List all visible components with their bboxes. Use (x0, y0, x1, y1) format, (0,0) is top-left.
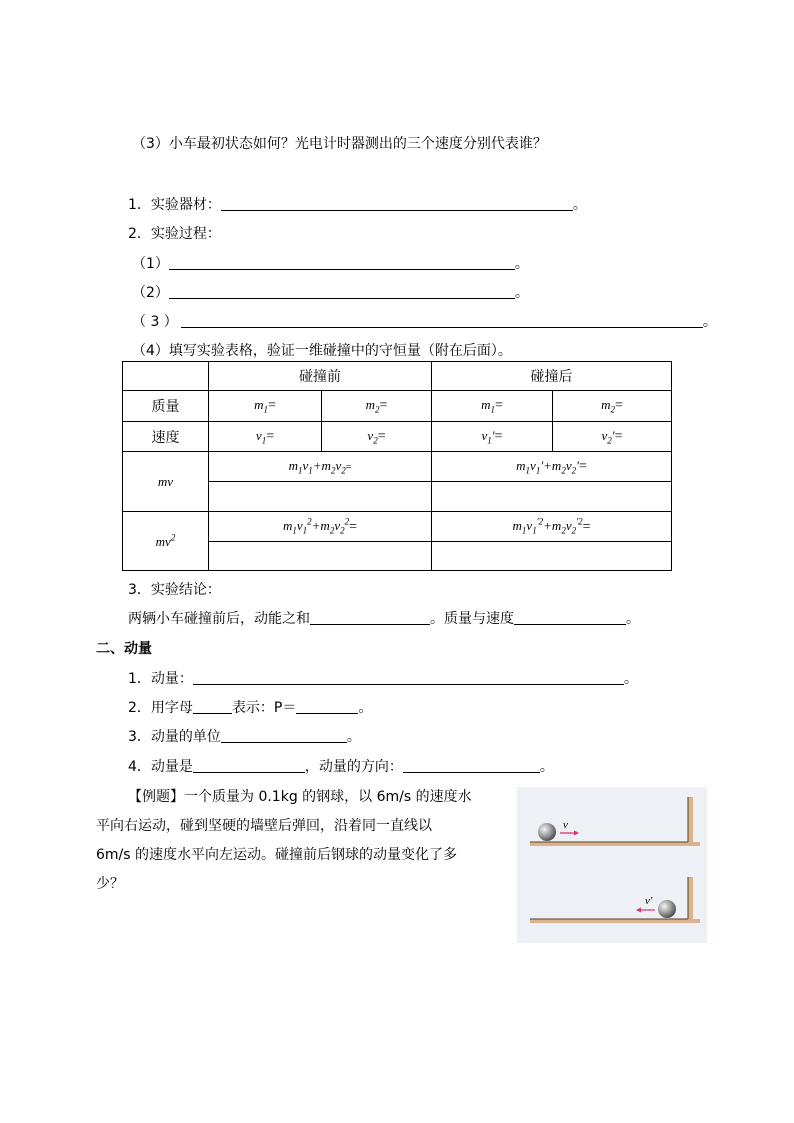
v2-before-cell[interactable]: $v_2=$ (322, 422, 432, 452)
sub-step-3-label: （ 3 ） (132, 314, 178, 330)
sub-step-4: （4）填写实验表格，验证一维碰撞中的守恒量（附在后面）。 (132, 343, 512, 359)
ball-before-icon (538, 823, 556, 841)
sub-step-3 (132, 312, 717, 332)
energy-before-answer[interactable] (209, 542, 432, 571)
step-1-equipment (128, 195, 587, 215)
table-header-row (123, 362, 672, 391)
question-3: （3）小车最初状态如何？光电计时器测出的三个速度分别代表谁？ (132, 136, 547, 152)
sub-step-1 (132, 254, 529, 274)
step-2-label: 2．实验过程： (128, 226, 221, 242)
collision-figure (517, 787, 707, 943)
momentum-unit-end: 。 (346, 729, 361, 745)
momentum-nature-label: 4．动量是 (128, 759, 193, 775)
momentum-before-formula: $m_1v_1+m_2v_2=$ (209, 452, 432, 482)
sub-step-1-end: 。 (514, 256, 529, 272)
sub-step-1-label: （1） (132, 256, 169, 272)
speed-label: 速度 (123, 422, 209, 452)
experiment-table (122, 361, 672, 571)
after-collision-header: 碰撞后 (432, 362, 672, 391)
m2-after-cell[interactable]: $m_2=$ (553, 391, 672, 422)
momentum-after-answer[interactable] (432, 482, 672, 512)
sub-step-1-blank[interactable] (169, 254, 515, 270)
m1-before-cell[interactable]: $m_1=$ (209, 391, 322, 422)
top-scene (530, 797, 700, 846)
top-floor (530, 842, 700, 846)
example-line-4: 少？ (96, 876, 124, 892)
sub-step-3-end: 。 (702, 314, 717, 330)
velocity-prime-label: v′ (645, 895, 653, 907)
table-corner-cell (123, 362, 209, 391)
wall-ball-diagram (517, 787, 707, 943)
energy-after-formula: $m_1v_1^{'2}+m_2v_2^{'2}=$ (432, 512, 672, 542)
sub-step-2-label: （2） (132, 285, 169, 301)
example-text-1: 一个质量为 0.1kg 的钢球，以 6m/s 的速度水 (184, 789, 472, 805)
unit-blank[interactable] (221, 727, 347, 743)
mv-label: mv (123, 452, 209, 512)
momentum-symbol-line (128, 698, 372, 718)
section-2-heading: 二、动量 (96, 641, 152, 657)
energy-before-formula: $m_1v_1^2+m_2v_2^2=$ (209, 512, 432, 542)
momentum-symbol-text-b: 表示：P＝ (231, 700, 297, 716)
conclusion-text-c: 。 (626, 611, 640, 627)
velocity-label: v (563, 819, 568, 831)
sub-step-2-blank[interactable] (169, 283, 515, 299)
bottom-scene (530, 877, 700, 923)
momentum-conclusion-blank[interactable] (514, 609, 626, 625)
formula-blank[interactable] (296, 698, 358, 714)
quantity-type-blank[interactable] (193, 757, 305, 773)
mass-row (123, 391, 672, 422)
v1-after-cell[interactable]: $v_1'=$ (432, 422, 553, 452)
momentum-definition (128, 669, 638, 689)
momentum-symbol-text-a: 2．用字母 (128, 700, 193, 716)
ball-after-icon (658, 900, 676, 918)
direction-blank[interactable] (403, 757, 540, 773)
velocity-arrowhead-right (574, 831, 579, 836)
m1-after-cell[interactable]: $m_1=$ (432, 391, 553, 422)
bottom-wall (688, 877, 693, 923)
sub-step-2 (132, 283, 529, 303)
momentum-before-answer[interactable] (209, 482, 432, 512)
equipment-blank[interactable] (221, 195, 573, 211)
step-1-end: 。 (572, 197, 587, 213)
energy-after-answer[interactable] (432, 542, 672, 571)
conclusion-line (128, 609, 640, 629)
before-collision-header: 碰撞前 (209, 362, 432, 391)
momentum-nature-end: 。 (539, 759, 554, 775)
v1-before-cell[interactable]: $v_1=$ (209, 422, 322, 452)
top-wall (688, 797, 693, 846)
momentum-row-1 (123, 452, 672, 482)
momentum-unit-line (128, 727, 361, 747)
conclusion-text-a: 两辆小车碰撞前后，动能之和 (128, 611, 310, 627)
speed-row (123, 422, 672, 452)
example-line-3: 6m/s 的速度水平向左运动。碰撞前后钢球的动量变化了多 (96, 847, 458, 863)
velocity-arrowhead-left (636, 908, 641, 913)
mv2-label: $mv^2$ (123, 512, 209, 571)
example-line-1 (128, 787, 472, 807)
v2-after-cell[interactable]: $v_2'=$ (553, 422, 672, 452)
momentum-after-formula: $m_1v_1'+m_2v_2'=$ (432, 452, 672, 482)
conclusion-text-b: 。质量与速度 (430, 611, 514, 627)
momentum-direction-label: ，动量的方向： (304, 759, 403, 775)
momentum-symbol-end: 。 (358, 700, 373, 716)
m2-before-cell[interactable]: $m_2=$ (322, 391, 432, 422)
momentum-definition-end: 。 (623, 671, 638, 687)
energy-row-1 (123, 512, 672, 542)
momentum-nature-line (128, 757, 554, 777)
momentum-definition-label: 1．动量： (128, 671, 193, 687)
sub-step-2-end: 。 (514, 285, 529, 301)
step-3-label: 3．实验结论： (128, 582, 221, 598)
step-1-label: 1．实验器材： (128, 197, 221, 213)
momentum-definition-blank[interactable] (193, 669, 624, 685)
mass-label: 质量 (123, 391, 209, 422)
example-tag: 【例题】 (128, 789, 184, 805)
momentum-unit-label: 3．动量的单位 (128, 729, 221, 745)
example-line-2: 平向右运动，碰到坚硬的墙壁后弹回，沿着同一直线以 (96, 818, 432, 834)
energy-conclusion-blank[interactable] (310, 609, 430, 625)
bottom-floor (530, 919, 700, 923)
letter-blank[interactable] (193, 698, 232, 714)
sub-step-3-blank[interactable] (181, 312, 703, 328)
